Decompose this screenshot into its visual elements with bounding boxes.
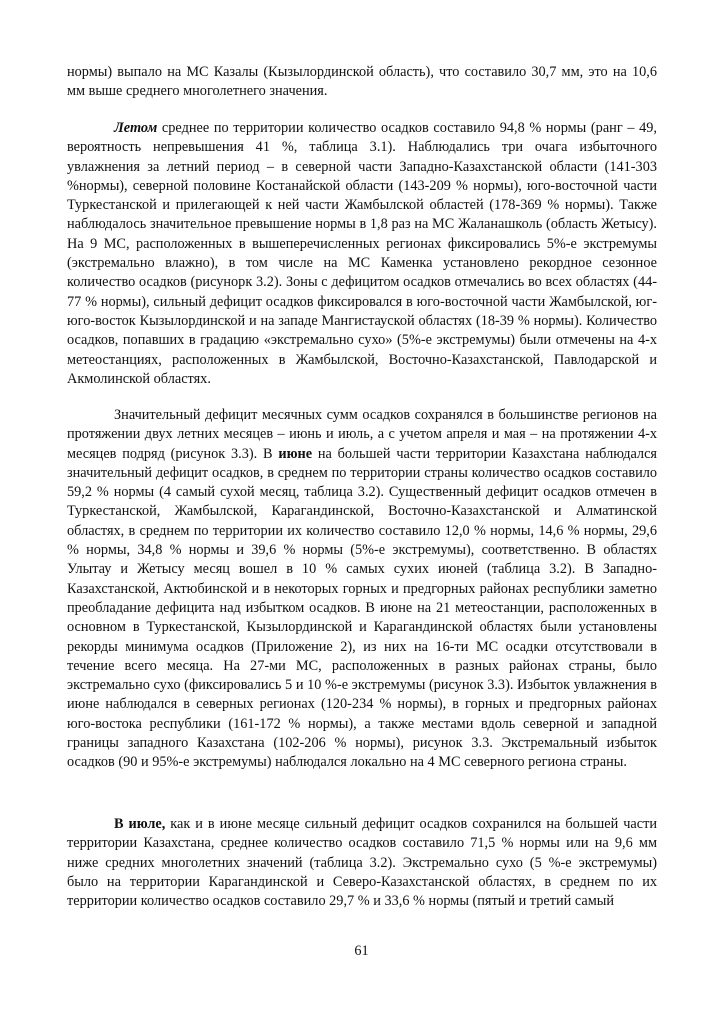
paragraph-continuation: [67, 63, 657, 102]
paragraph-2-text: среднее по территории количество осадков составило 94,8 % нормы (ранг – 49, вероятность непревышения 41 %, таблица 3.1). Наблюдались три очага избыточного увлажнения за летний период – в северной части Западно-Казахстанской области (141-303 %нормы), северной половине Костанайской области (143-209 % нормы), юго-восточной части Туркестанской и прилегающей к ней части Жамбылской областей (178-369 % нормы). Также наблюдалось значительное превышение нормы в 1,8 раз на МС Жаланашколь (область Жетысу). На 9 МС, расположенных в вышеперечисленных регионах фиксировались 5%-е экстремумы (экстремально влажно), в том числе на МС Каменка установлено рекордное сезонное количество осадков (рисунорк 3.2). Зоны с дефицитом осадков отмечались во всех областях (44-77 % нормы), сильный дефицит осадков фиксировался в юго-восточной части Жамбылской, юг-юго-восток Кызылординской и на западе Мангистауской областях (18-39 % нормы). Количество осадков, попавших в градацию «экстремально сухо» (5%-е экстремумы) были отмечены на 4-х метеостанциях, расположенных в Жамбылской, Восточно-Казахстанской, Павлодарской и Акмолинской областях.: [67, 120, 657, 387]
paragraph-4-text: как и в июне месяце сильный дефицит осадков сохранился на большей части территории Казахстана, среднее количество осадков составило 71,5 % нормы или на 9,6 мм ниже средних многолетних значений (таблица 3.2). Экстремально сухо (5 %-е экстремумы) было на территории Карагандинской и Северо-Казахстанской областях, в среднем по их территории количество осадков составило 29,7 % и 33,6 % нормы (пятый и третий самый: [67, 816, 658, 910]
paragraph-1: [67, 63, 657, 102]
paragraph-4: [67, 815, 657, 911]
paragraph-3-text-a: Значительный дефицит месячных сумм осадков сохранялся в большинстве регионов на протяжении двух летних месяцев – июнь и июль, а с учетом апреля и мая – на протяжении 4-х месяцев подряд (рисунок 3.3). В: [67, 407, 657, 462]
july-keyword: В июле,: [114, 816, 166, 832]
paragraph-1-text: нормы) выпало на МС Казалы (Кызылординской область), что составило 30,7 мм, это на 10,6 мм выше среднего многолетнего значения.: [67, 64, 657, 100]
paragraph-summer: [67, 119, 657, 389]
paragraph-3-text-b: на большей части территории Казахстана наблюдался значительный дефицит осадков, в среднем по территории страны количество осадков составило 59,2 % нормы (4 самый сухой месяц, таблица 3.2). Существенный дефицит осадков отмечен в Туркестанской, Жамбылской, Карагандинской, Восточно-Казахстанской и Алматинской областях, в среднем по территории их количество составило 12,0 % нормы, 14,6 % нормы, 29,6 % нормы, 34,8 % нормы и 39,6 % нормы (5%-е экстремумы), соответственно. В областях Улытау и Жетысу месяц вошел в 10 % самых сухих июней (таблица 3.2). В Западно-Казахстанской, Актюбинской и в некоторых горных и предгорных районах республики заметно преобладание дефицита над избытком осадков. В июне на 21 метеостанции, расположенных в основном в Туркестанской, Кызылординской и Карагандинской областях были установлены рекорды минимума осадков (Приложение 2), из них на 16-ти МС осадки отсутствовали в течение всего месяца. На 27-ми МС, расположенных в разных районах страны, было экстремально сухо (фиксировались 5 и 10 %-е экстремумы (рисунок 3.3). Избыток увлажнения в июне наблюдался в северных регионах (120-234 % нормы), в горных и предгорных районах юго-востока республики (161-172 % нормы), а также местами вдоль северной и западной границы западного Казахстана (102-206 % нормы), рисунок 3.3. Экстремальный избыток осадков (90 и 95%-е экстремумы) наблюдался локально на 4 МС северного региона страны.: [67, 445, 657, 771]
paragraph-june: [67, 406, 657, 773]
june-keyword: июне: [278, 445, 313, 462]
paragraph-3: [67, 406, 657, 773]
paragraph-2: [67, 119, 657, 389]
page-number: 61: [354, 943, 369, 959]
paragraph-july: [67, 815, 657, 911]
summer-lead-word: Летом: [114, 120, 158, 136]
